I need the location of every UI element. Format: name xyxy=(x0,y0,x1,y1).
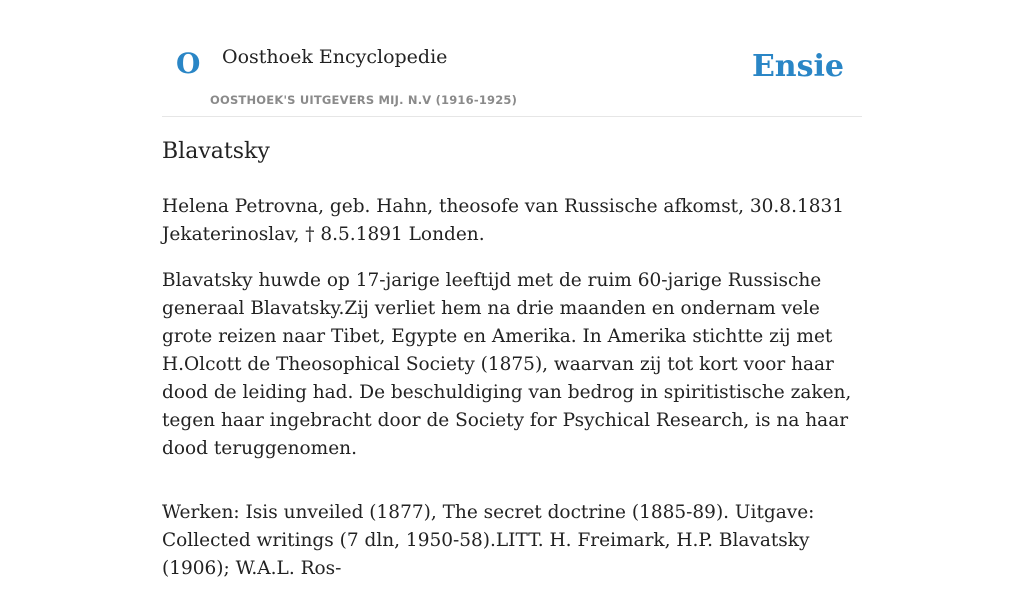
site-title-link[interactable]: Oosthoek Encyclopedie xyxy=(222,46,448,68)
article-paragraph: Helena Petrovna, geb. Hahn, theosofe van Russische afkomst, 30.8.1831 Jekaterinoslav, † 8.5.1891 Londen. xyxy=(162,195,845,245)
site-logo-letter[interactable]: O xyxy=(176,47,201,80)
site-subtitle: OOSTHOEK'S UITGEVERS MIJ. N.V (1916-1925) xyxy=(210,93,518,107)
article-title: Blavatsky xyxy=(162,139,270,164)
article-paragraph: Blavatsky huwde op 17-jarige leeftijd met de ruim 60-jarige Russische generaal Blavatsky.Zij verliet hem na drie maanden en ondernam vele grote reizen naar Tibet, Egypte en Amerika. In Amerika stichtte zij met H.Olcott de Theosophical Society (1875), waarvan zij tot kort voor haar dood de leiding had. De beschuldiging van bedrog in spiritistische zaken, tegen haar ingebracht door de Society for Psychical Research, is na haar dood teruggenomen. xyxy=(162,269,852,459)
ensie-brand-link[interactable]: Ensie xyxy=(751,49,844,84)
site-header xyxy=(162,0,862,117)
article-paragraph-works: Werken: Isis unveiled (1877), The secret doctrine (1885-89). Uitgave: Collected writings (7 dln, 1950-58).LITT. H. Freimark, H.P. Blavatsky (1906); W.A.L. Ros- xyxy=(162,501,815,579)
article-content xyxy=(162,138,862,601)
